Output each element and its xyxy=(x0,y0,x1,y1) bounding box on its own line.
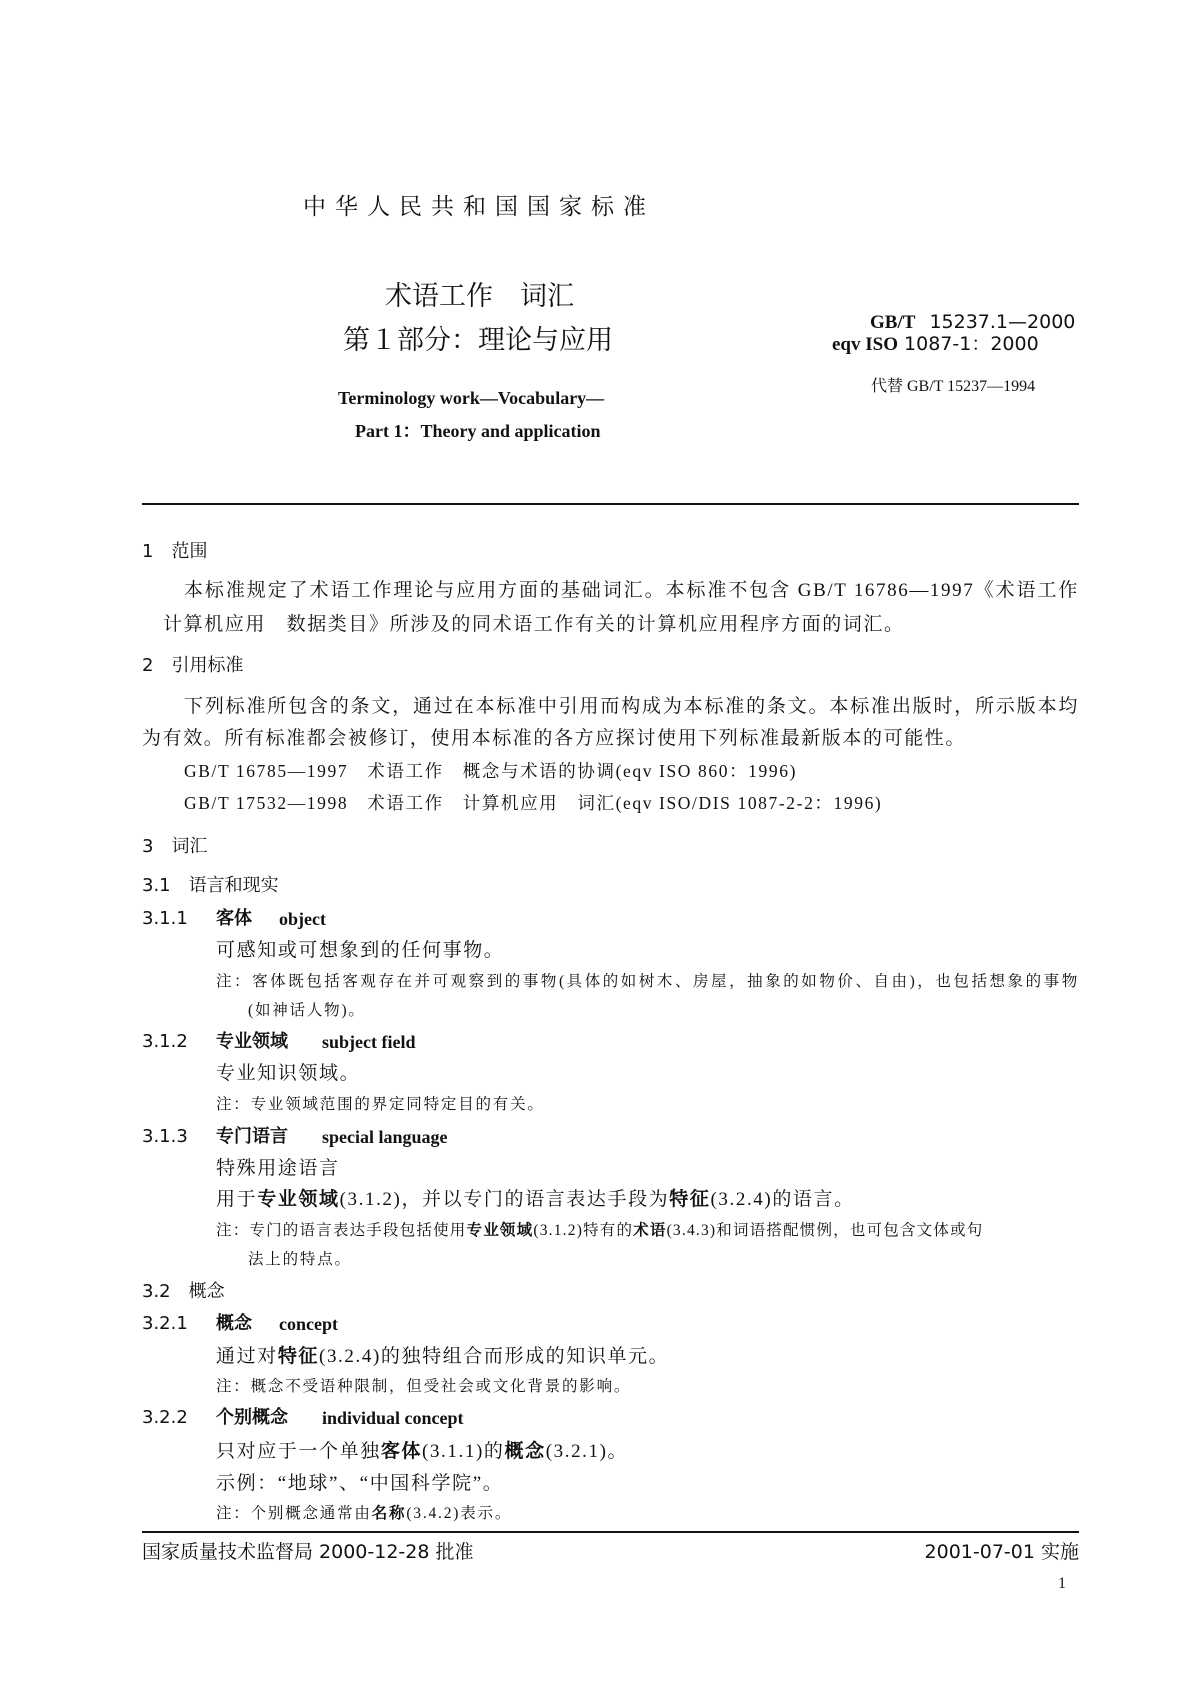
section-2-paragraph-line2: 为有效。所有标准都会被修订，使用本标准的各方应探讨使用下列标准最新版本的可能性。 xyxy=(142,728,967,749)
term-number: 3.1.2 xyxy=(142,1031,188,1052)
text: 注：专门的语言表达手段包括使用 xyxy=(216,1222,467,1239)
term-note-continued: 法上的特点。 xyxy=(248,1251,352,1268)
text: (3.1.2)，并以专门的语言表达手段为 xyxy=(339,1189,670,1210)
section-3-heading: 3 词汇 xyxy=(142,836,208,857)
text: (3.4.3)和词语搭配惯例，也可包含文体或句 xyxy=(666,1222,984,1239)
term-cn: 专门语言 xyxy=(216,1126,288,1147)
term-en: subject field xyxy=(322,1032,416,1052)
text: (3.2.4)的独特组合而形成的知识单元。 xyxy=(319,1346,670,1367)
section-1-heading: 1 范围 xyxy=(142,541,208,562)
term-definition: 特殊用途语言 xyxy=(216,1158,340,1179)
replaces-standard: 代替 GB/T 15237—1994 xyxy=(871,378,1036,395)
title-en-line2: Part 1：Theory and application xyxy=(355,421,601,441)
term-number: 3.1.3 xyxy=(142,1126,188,1147)
text: (3.1.1)的 xyxy=(422,1441,505,1462)
cross-reference-term: 专业领域 xyxy=(466,1221,534,1239)
term-definition: 可感知或可想象到的任何事物。 xyxy=(216,940,505,961)
term-note: 注：专业领域范围的界定同特定目的有关。 xyxy=(216,1096,545,1113)
text: (3.4.2)表示。 xyxy=(406,1505,513,1522)
term-3-2-2 xyxy=(142,1407,464,1428)
cross-reference-term: 术语 xyxy=(633,1221,667,1239)
title-cn-line2: 第１部分：理论与应用 xyxy=(343,325,613,356)
term-cn: 客体 xyxy=(216,908,252,929)
term-en: special language xyxy=(322,1127,448,1147)
term-cn: 概念 xyxy=(216,1313,252,1334)
national-standard-heading: 中华人民共和国国家标准 xyxy=(303,194,655,220)
term-cn: 专业领域 xyxy=(216,1031,288,1052)
cross-reference-term: 客体 xyxy=(380,1440,423,1462)
approval-date: 国家质量技术监督局 2000-12-28 批准 xyxy=(142,1541,474,1563)
section-2-paragraph-line1: 下列标准所包含的条文，通过在本标准中引用而构成为本标准的条文。本标准出版时，所示版本均 xyxy=(184,696,1079,717)
section-1-paragraph-line1: 本标准规定了术语工作理论与应用方面的基础词汇。本标准不包含 GB/T 16786—1997《术语工作 xyxy=(184,580,1079,601)
term-number: 3.1.1 xyxy=(142,908,188,929)
term-en: individual concept xyxy=(322,1408,464,1428)
eqv-code: 1087-1：2000 xyxy=(904,333,1039,355)
term-definition xyxy=(216,1442,628,1461)
term-note-continued: (如神话人物)。 xyxy=(248,1002,366,1019)
term-cn: 个别概念 xyxy=(216,1407,288,1428)
title-en-line1: Terminology work—Vocabulary— xyxy=(338,388,605,408)
cross-reference-term: 特征 xyxy=(277,1345,320,1367)
section-1-paragraph-line2: 计算机应用 数据类目》所涉及的同术语工作有关的计算机应用程序方面的词汇。 xyxy=(163,614,905,635)
footer-divider xyxy=(142,1531,1079,1533)
cross-reference-term: 名称 xyxy=(371,1504,407,1522)
term-number: 3.2.1 xyxy=(142,1313,188,1334)
term-definition: 专业知识领域。 xyxy=(216,1063,361,1084)
text: (3.2.1)。 xyxy=(545,1441,629,1462)
term-number: 3.2.2 xyxy=(142,1407,188,1428)
effective-date: 2001-07-01 实施 xyxy=(924,1541,1079,1563)
section-3-1-heading: 3.1 语言和现实 xyxy=(142,875,279,896)
cross-reference-term: 专业领域 xyxy=(257,1188,340,1210)
equivalent-standard xyxy=(832,335,1039,354)
standard-code: 15237.1—2000 xyxy=(929,311,1076,333)
term-definition xyxy=(216,1190,855,1209)
term-en: object xyxy=(279,909,326,929)
term-3-1-3 xyxy=(142,1126,448,1147)
text: 只对应于一个单独 xyxy=(216,1441,381,1462)
section-3-2-heading: 3.2 概念 xyxy=(142,1281,225,1302)
cross-reference-term: 特征 xyxy=(669,1188,711,1210)
term-example: 示例：“地球”、“中国科学院”。 xyxy=(216,1473,504,1494)
standard-number xyxy=(870,313,1075,332)
term-3-1-1 xyxy=(142,908,326,929)
header-divider xyxy=(142,503,1079,505)
term-note: 注：概念不受语种限制，但受社会或文化背景的影响。 xyxy=(216,1378,632,1395)
text: (3.1.2)特有的 xyxy=(533,1222,634,1239)
standard-prefix: GB/T xyxy=(870,312,916,333)
reference-item: GB/T 17532—1998 术语工作 计算机应用 词汇(eqv ISO/DIS 1087-2-2：1996) xyxy=(184,793,883,813)
term-note xyxy=(216,1223,984,1239)
reference-item: GB/T 16785—1997 术语工作 概念与术语的协调(eqv ISO 860：1996) xyxy=(184,761,797,781)
eqv-prefix: eqv ISO xyxy=(832,334,898,355)
term-note: 注：客体既包括客观存在并可观察到的事物(具体的如树木、房屋，抽象的如物价、自由)，也包括想象的事物 xyxy=(216,973,1079,990)
page-number: 1 xyxy=(1058,1575,1066,1592)
text: 通过对 xyxy=(216,1346,278,1367)
term-3-2-1 xyxy=(142,1313,338,1334)
term-en: concept xyxy=(279,1314,338,1334)
term-definition xyxy=(216,1347,669,1366)
text: (3.2.4)的语言。 xyxy=(710,1189,855,1210)
section-2-heading: 2 引用标准 xyxy=(142,655,244,676)
text: 用于 xyxy=(216,1189,258,1210)
term-note xyxy=(216,1506,512,1522)
text: 注：个别概念通常由 xyxy=(216,1505,372,1522)
cross-reference-term: 概念 xyxy=(504,1440,546,1462)
title-cn-line1: 术语工作 词汇 xyxy=(385,281,574,312)
term-3-1-2 xyxy=(142,1031,416,1052)
